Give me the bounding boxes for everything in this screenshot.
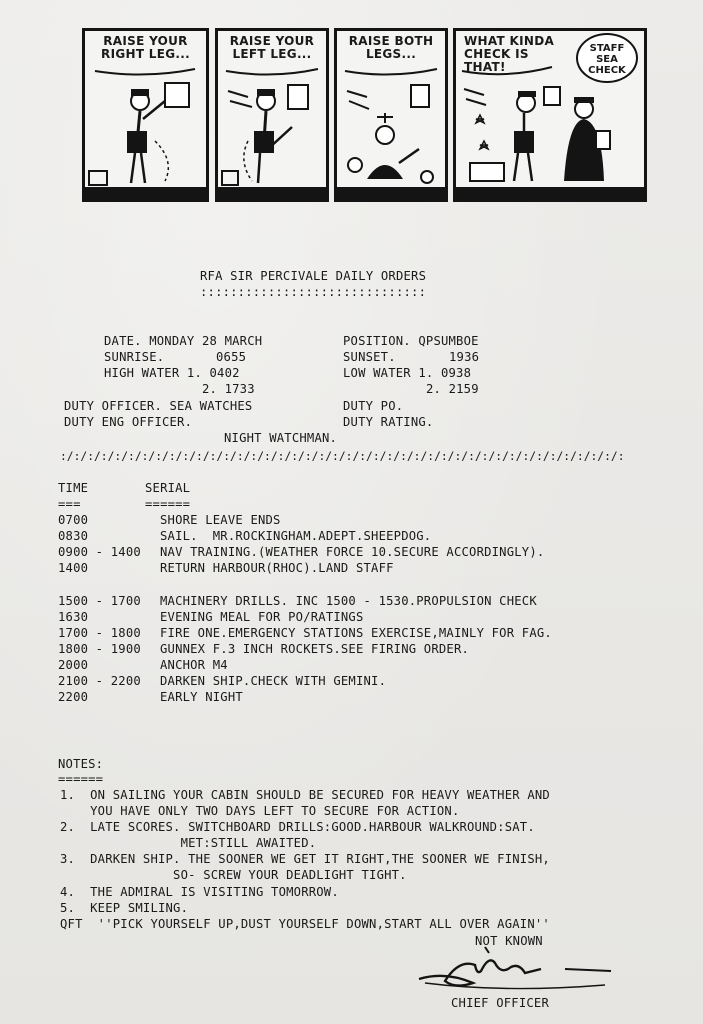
schedule-serial: NAV TRAINING.(WEATHER FORCE 10.SECURE ACCORDINGLY).: [160, 545, 545, 559]
schedule-time: 0700: [58, 513, 89, 527]
serial-header: SERIAL: [145, 481, 191, 495]
note-line: MET:STILL AWAITED.: [60, 836, 317, 850]
page-title: RFA SIR PERCIVALE DAILY ORDERS: [200, 269, 427, 283]
position-field: POSITION. QPSUMBOE: [343, 334, 479, 348]
sunrise-label: SUNRISE.: [104, 350, 165, 364]
schedule-time: 0830: [58, 529, 89, 543]
divider: :/:/:/:/:/:/:/:/:/:/:/:/:/:/:/:/:/:/:/:/:/:/:/:/:/:/:/:/:/:/:/:/:/:/:/:/:/:/:/:/:/:: [60, 450, 625, 463]
ground-strip: [218, 187, 326, 199]
schedule-serial: DARKEN SHIP.CHECK WITH GEMINI.: [160, 674, 387, 688]
low-water-2: 2. 2159: [426, 382, 479, 396]
speech-bubble: RAISE BOTH LEGS...: [348, 34, 434, 61]
schedule-time: 2200: [58, 690, 89, 704]
date-field: DATE. MONDAY 28 MARCH: [104, 334, 263, 348]
sailor-illustration: [85, 31, 206, 199]
schedule-serial: MACHINERY DRILLS. INC 1500 - 1530.PROPULSION CHECK: [160, 594, 537, 608]
note-line: 2. LATE SCORES. SWITCHBOARD DRILLS:GOOD.HARBOUR WALKROUND:SAT.: [60, 820, 535, 834]
note-line: 5. KEEP SMILING.: [60, 901, 189, 915]
note-line: YOU HAVE ONLY TWO DAYS LEFT TO SECURE FOR ACTION.: [60, 804, 460, 818]
sailor-illustration: [218, 31, 326, 199]
sailor-fallen-illustration: [337, 31, 445, 199]
notes-header: NOTES:: [58, 757, 104, 771]
schedule-serial: FIRE ONE.EMERGENCY STATIONS EXERCISE,MAINLY FOR FAG.: [160, 626, 552, 640]
schedule-time: 1700 - 1800: [58, 626, 141, 640]
schedule-serial: EARLY NIGHT: [160, 690, 243, 704]
duty-po: DUTY PO.: [343, 399, 404, 413]
schedule-serial: RETURN HARBOUR(RHOC).LAND STAFF: [160, 561, 394, 575]
schedule-time: 1400: [58, 561, 89, 575]
comic-panel-4: [453, 28, 647, 202]
comic-strip: [82, 28, 644, 200]
schedule-serial: ANCHOR M4: [160, 658, 228, 672]
handwritten-signature: [415, 945, 615, 995]
speech-bubble: RAISE YOUR LEFT LEG...: [229, 34, 315, 61]
serial-header-rule: ======: [145, 497, 191, 511]
speech-bubble: RAISE YOUR RIGHT LEG...: [101, 34, 190, 61]
schedule-serial: EVENING MEAL FOR PO/RATINGS: [160, 610, 364, 624]
sunset-value: 1936: [449, 350, 480, 364]
duty-officer: DUTY OFFICER. SEA WATCHES: [64, 399, 253, 413]
duty-rating: DUTY RATING.: [343, 415, 434, 429]
note-line: 3. DARKEN SHIP. THE SOONER WE GET IT RIGHT,THE SOONER WE FINISH,: [60, 852, 550, 866]
schedule-serial: GUNNEX F.3 INCH ROCKETS.SEE FIRING ORDER.: [160, 642, 470, 656]
schedule-time: 1500 - 1700: [58, 594, 141, 608]
high-water-1: HIGH WATER 1. 0402: [104, 366, 240, 380]
quote-attribution: NOT KNOWN: [475, 934, 543, 948]
schedule-time: 1630: [58, 610, 89, 624]
time-header: TIME: [58, 481, 89, 495]
speech-bubble-staff: STAFF SEA CHECK: [576, 33, 638, 83]
ground-strip: [337, 187, 445, 199]
speech-bubble: WHAT KINDA CHECK IS THAT!: [464, 34, 555, 74]
ground-strip: [85, 187, 206, 199]
comic-panel-3: [334, 28, 448, 202]
schedule-time: 2100 - 2200: [58, 674, 141, 688]
time-header-rule: ===: [58, 497, 81, 511]
schedule-time: 2000: [58, 658, 89, 672]
sunset-label: SUNSET.: [343, 350, 396, 364]
note-line: 4. THE ADMIRAL IS VISITING TOMORROW.: [60, 885, 339, 899]
schedule-time: 1800 - 1900: [58, 642, 141, 656]
sunrise-value: 0655: [216, 350, 247, 364]
schedule-time: 0900 - 1400: [58, 545, 141, 559]
ground-strip: [456, 187, 644, 199]
title-underline: ::::::::::::::::::::::::::::::: [200, 285, 427, 299]
comic-panel-1: [82, 28, 209, 202]
high-water-2: 2. 1733: [202, 382, 255, 396]
duty-eng-officer: DUTY ENG OFFICER.: [64, 415, 193, 429]
notes-rule: ======: [58, 772, 104, 786]
night-watchman: NIGHT WATCHMAN.: [224, 431, 338, 445]
sailor-and-officer-illustration: [456, 31, 644, 199]
comic-panel-2: [215, 28, 329, 202]
note-line: 1. ON SAILING YOUR CABIN SHOULD BE SECURED FOR HEAVY WEATHER AND: [60, 788, 550, 802]
schedule-serial: SHORE LEAVE ENDS: [160, 513, 281, 527]
note-line: SO- SCREW YOUR DEADLIGHT TIGHT.: [60, 868, 407, 882]
schedule-serial: SAIL. MR.ROCKINGHAM.ADEPT.SHEEPDOG.: [160, 529, 432, 543]
note-line: QFT ''PICK YOURSELF UP,DUST YOURSELF DOWN,START ALL OVER AGAIN'': [60, 917, 550, 931]
low-water-1: LOW WATER 1. 0938: [343, 366, 472, 380]
chief-officer-title: CHIEF OFFICER: [451, 996, 549, 1010]
